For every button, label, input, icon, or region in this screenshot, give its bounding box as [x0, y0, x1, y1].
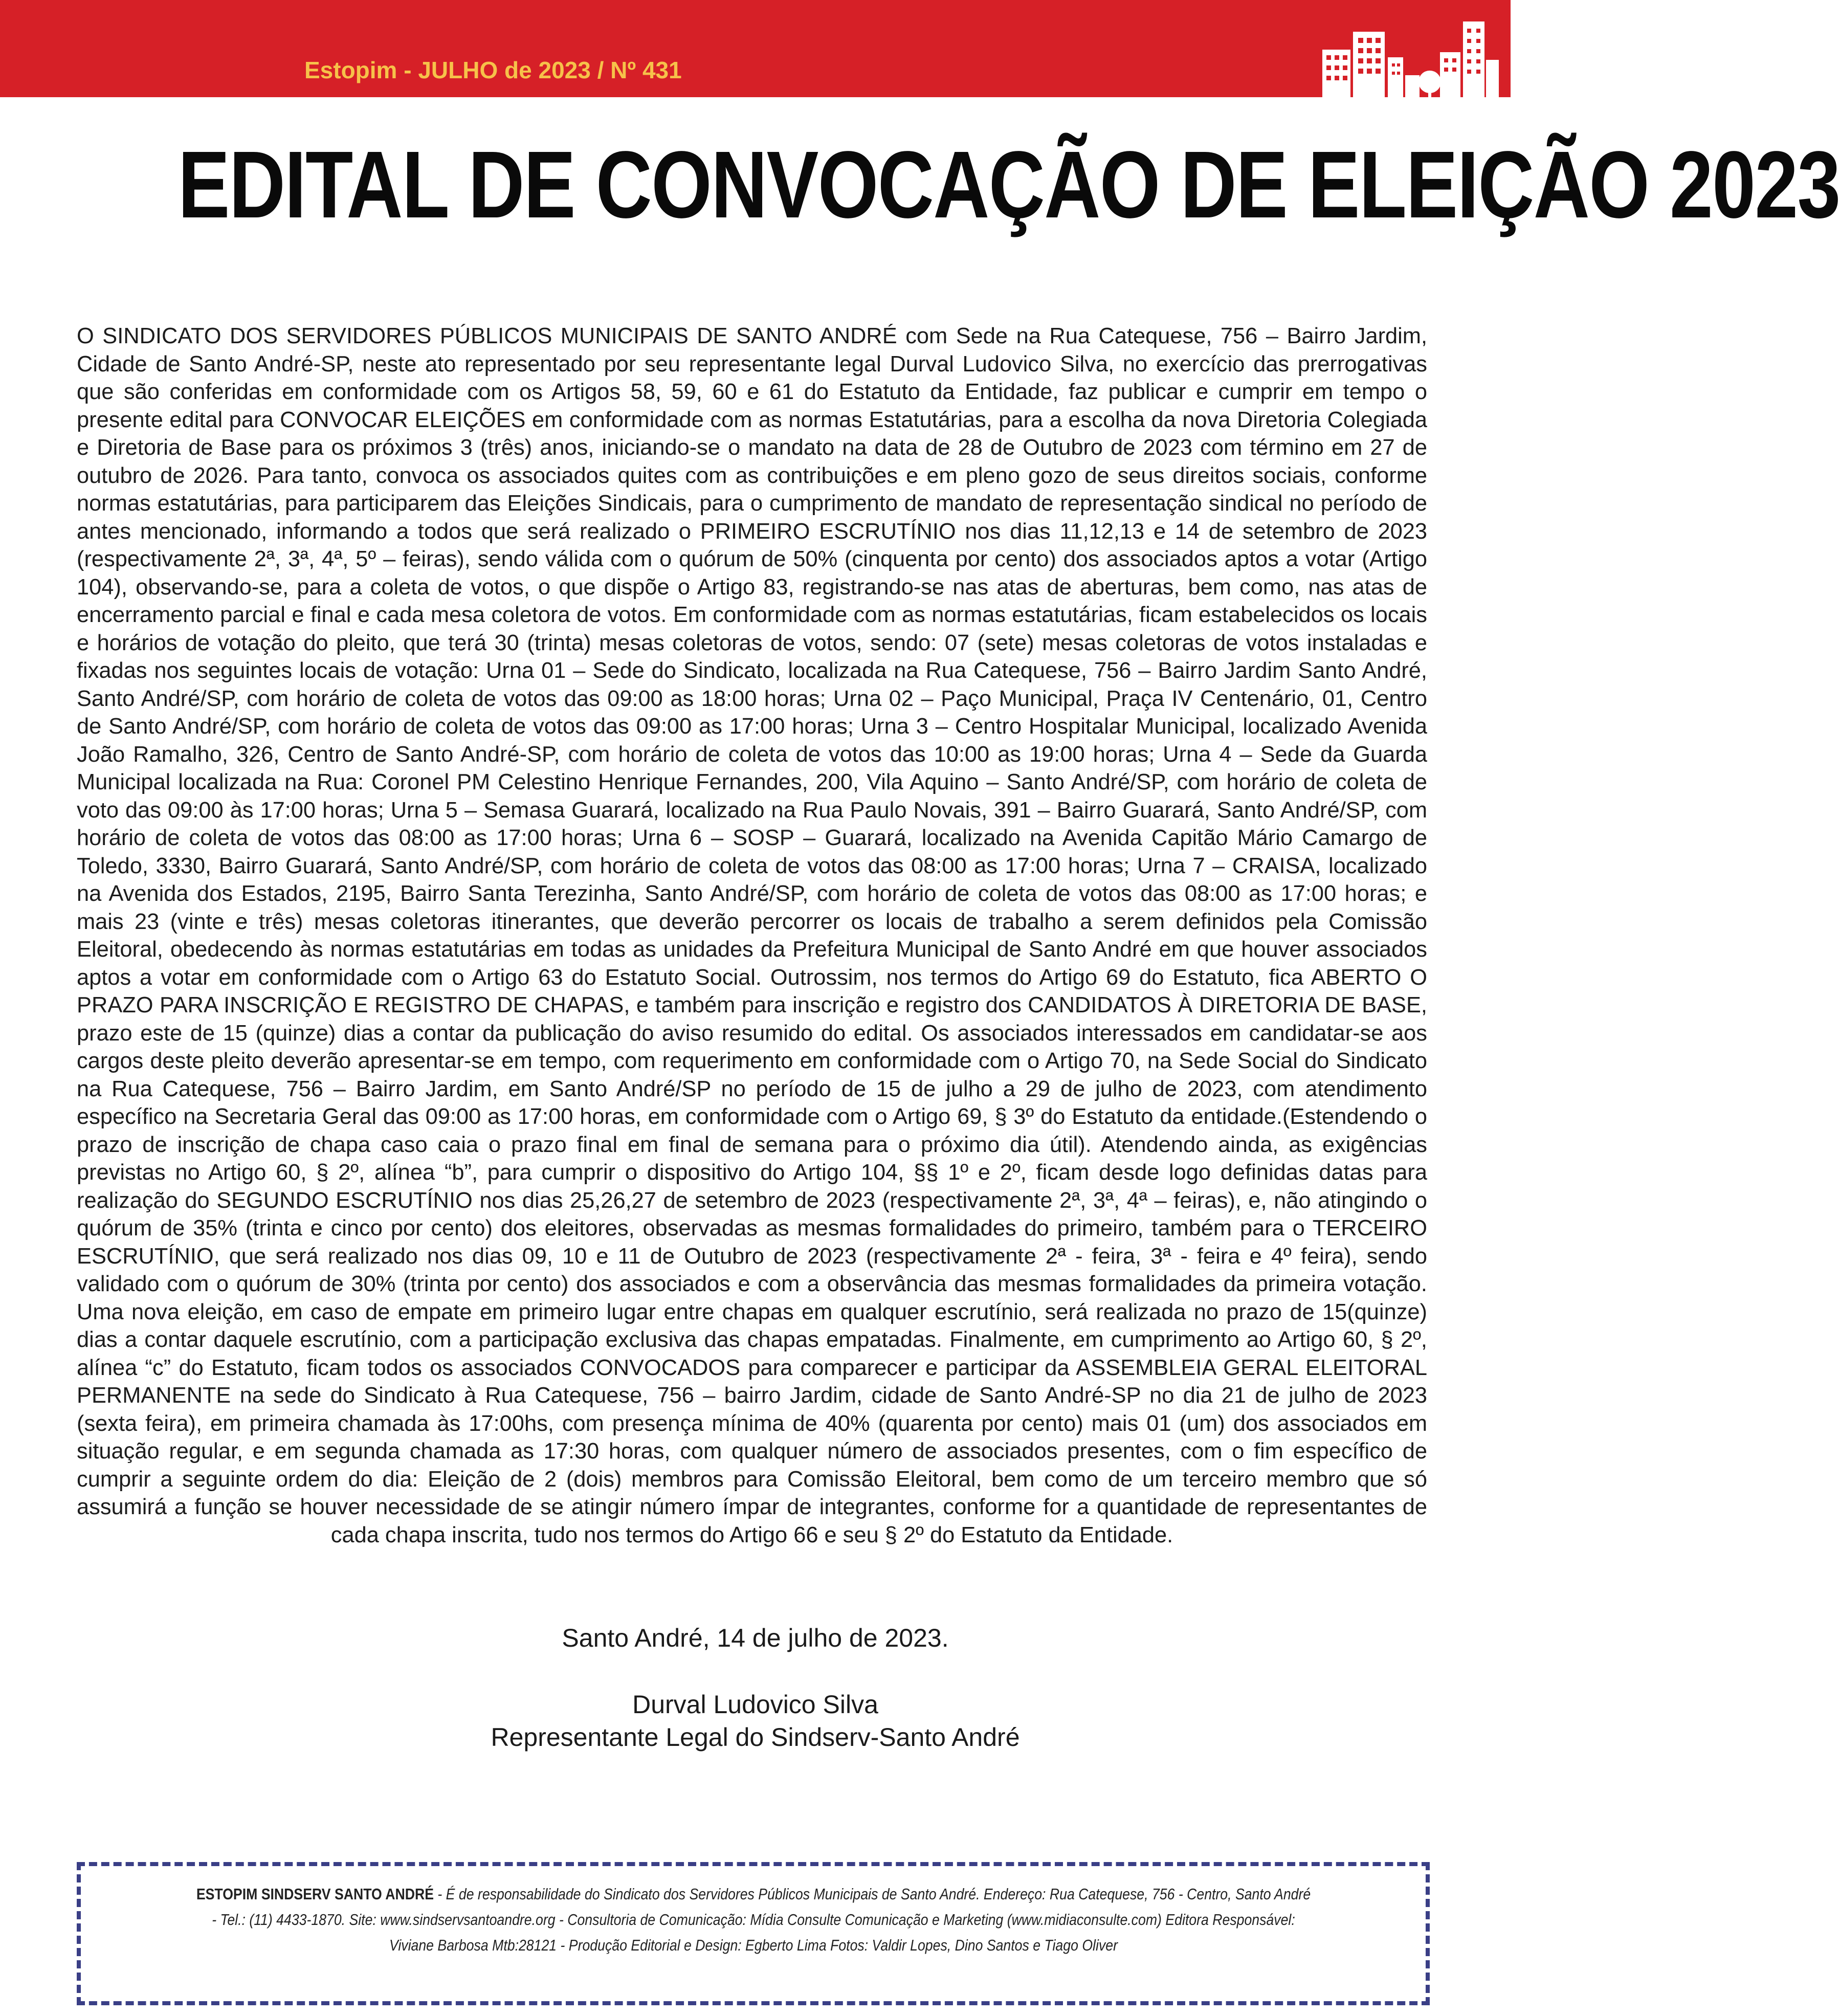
issue-line: Estopim - JULHO de 2023 / Nº 431 — [304, 57, 682, 83]
document-title: EDITAL DE CONVOCAÇÃO DE ELEIÇÃO 2023 — [178, 132, 1840, 238]
footer-publication-name: ESTOPIM SINDSERV SANTO ANDRÉ — [196, 1885, 434, 1903]
edital-body: O SINDICATO DOS SERVIDORES PÚBLICOS MUNICIPAIS DE SANTO ANDRÉ com Sede na Rua Catequese, 756 – Bairro Jardim, Cidade de Santo André-SP, neste ato representado por seu representante legal Durval Ludovico Silva, no exercício das prerrogativas que são conferidas em conformidade com os Artigos 58, 59, 60 e 61 do Estatuto da Entidade, faz publicar e cumprir em tempo o presente edital para CONVOCAR ELEIÇÕES em conformidade com as normas Estatutárias, para a escolha da nova Diretoria Colegiada e Diretoria de Base para os próximos 3 (três) anos, iniciando-se o mandato na data de 28 de Outubro de 2023 com término em 27 de outubro de 2026. Para tanto, convoca os associados quites com as contribuições e em pleno gozo de seus direitos sociais, conforme normas estatutárias, para participarem das Eleições Sindicais, para o cumprimento de mandato de representação sindical no período de antes mencionado, informando a todos que será realizado o PRIMEIRO ESCRUTÍNIO nos dias 11,12,13 e 14 de setembro de 2023 (respectivamente 2ª, 3ª, 4ª, 5º – feiras), sendo válida com o quórum de 50% (cinquenta por cento) dos associados aptos a votar (Artigo 104), observando-se, para a coleta de votos, o que dispõe o Artigo 83, registrando-se nas atas de aberturas, bem como, nas atas de encerramento parcial e final e cada mesa coletora de votos. Em conformidade com as normas estatutárias, ficam estabelecidos os locais e horários de votação do pleito, que terá 30 (trinta) mesas coletoras de votos, sendo: 07 (sete) mesas coletoras de votos instaladas e fixadas nos seguintes locais de votação: Urna 01 – Sede do Sindicato, localizada na Rua Catequese, 756 – Bairro Jardim Santo André, Santo André/SP, com horário de coleta de votos das 09:00 as 18:00 horas; Urna 02 – Paço Municipal, Praça IV Centenário, 01, Centro de Santo André/SP, com horário de coleta de votos das 09:00 as 17:00 horas; Urna 3 – Centro Hospitalar Municipal, localizado Avenida João Ramalho, 326, Centro de Santo André-SP, com horário de coleta de votos das 10:00 as 19:00 horas; Urna 4 – Sede da Guarda Municipal localizada na Rua: Coronel PM Celestino Henrique Fernandes, 200, Vila Aquino – Santo André/SP, com horário de coleta de voto das 09:00 às 17:00 horas; Urna 5 – Semasa Guarará, localizado na Rua Paulo Novais, 391 – Bairro Guarará, Santo André/SP, com horário de coleta de votos das 08:00 as 17:00 horas; Urna 6 – SOSP – Guarará, localizado na Avenida Capitão Mário Camargo de Toledo, 3330, Bairro Guarará, Santo André/SP, com horário de coleta de votos das 08:00 as 17:00 horas; Urna 7 – CRAISA, localizado na Avenida dos Estados, 2195, Bairro Santa Terezinha, Santo André/SP, com horário de coleta de votos das 08:00 as 17:00 horas; e mais 23 (vinte e três) mesas coletoras itinerantes, que deverão percorrer os locais de trabalho a serem definidos pela Comissão Eleitoral, obedecendo às normas estatutárias em todas as unidades da Prefeitura Municipal de Santo André em que houver associados aptos a votar em conformidade com o Artigo 63 do Estatuto Social. Outrossim, nos termos do Artigo 69 do Estatuto, fica ABERTO O PRAZO PARA INSCRIÇÃO E REGISTRO DE CHAPAS, e também para inscrição e registro dos CANDIDATOS À DIRETORIA DE BASE, prazo este de 15 (quinze) dias a contar da publicação do aviso resumido do edital. Os associados interessados em candidatar-se aos cargos deste pleito deverão apresentar-se em tempo, com requerimento em conformidade com o Artigo 70, na Sede Social do Sindicato na Rua Catequese, 756 – Bairro Jardim, em Santo André/SP no período de 15 de julho a 29 de julho de 2023, com atendimento específico na Secretaria Geral das 09:00 as 17:00 horas, em conformidade com o Artigo 69, § 3º do Estatuto da entidade.(Estendendo o prazo de inscrição de chapa caso caia o prazo final em final de semana para o próximo dia útil). Atendendo ainda, as exigências previstas no Artigo 60, § 2º, alínea “b”, para cumprir o dispositivo do Artigo 104, §§ 1º e 2º, ficam desde logo definidas datas para realização do SEGUNDO ESCRUTÍNIO nos dias 25,26,27 de setembro de 2023 (respectivamente 2ª, 3ª, 4ª – feiras), e, não atingindo o quórum de 35% (trinta e cinco por cento) dos eleitores, observadas as mesmas formalidades do primeiro, também para o TERCEIRO ESCRUTÍNIO, que será realizado nos dias 09, 10 e 11 de Outubro de 2023 (respectivamente 2ª - feira, 3ª - feira e 4º feira), sendo validado com o quórum de 30% (trinta por cento) dos associados e com a observância das mesmas formalidades da primeira votação. Uma nova eleição, em caso de empate em primeiro lugar entre chapas em qualquer escrutínio, será realizada no prazo de 15(quinze) dias a contar daquele escrutínio, com a participação exclusiva das chapas empatadas. Finalmente, em cumprimento ao Artigo 60, § 2º, alínea “c” do Estatuto, ficam todos os associados CONVOCADOS para comparecer e participar da ASSEMBLEIA GERAL ELEITORAL PERMANENTE na sede do Sindicato à Rua Catequese, 756 – bairro Jardim, cidade de Santo André-SP no dia 21 de julho de 2023 (sexta feira), em primeira chamada às 17:00hs, com presença mínima de 40% (quarenta por cento) mais 01 (um) dos associados em situação regular, e em segunda chamada as 17:30 horas, com qualquer número de associados presentes, com o fim específico de cumprir a seguinte ordem do dia: Eleição de 2 (dois) membros para Comissão Eleitoral, bem como de um terceiro membro que só assumirá a função se houver necessidade de se atingir número ímpar de integrantes, conforme for a quantidade de representantes de cada chapa inscrita, tudo nos termos do Artigo 66 e seu § 2º do Estatuto da Entidade. — [77, 324, 1427, 1547]
header-band — [0, 0, 1511, 97]
footer-credits-text: - É de responsabilidade do Sindicato dos Servidores Públicos Municipais de Santo André. Endereço: Rua Catequese, 756 - Centro, Santo André - Tel.: (11) 4433-1870. Site: www.sindservsantoandre.org - Consultoria de Comunicação: Mídia Consulte Comunicação e Marketing (www.midiaconsulte.com) Editora Responsável: Viviane Barbosa Mtb:28121 - Produção Editorial e Design: Egberto Lima Fotos: Valdir Lopes, Dino Santos e Tiago Oliver — [212, 1885, 1311, 1954]
footer-credits — [193, 1881, 1315, 1958]
date-line: Santo André, 14 de julho de 2023. — [562, 1624, 949, 1652]
footer-credits-box — [77, 1862, 1430, 2005]
signer-role: Representante Legal do Sindserv-Santo André — [491, 1723, 1020, 1752]
city-skyline-icon — [1317, 21, 1501, 97]
signer-name: Durval Ludovico Silva — [632, 1690, 878, 1719]
